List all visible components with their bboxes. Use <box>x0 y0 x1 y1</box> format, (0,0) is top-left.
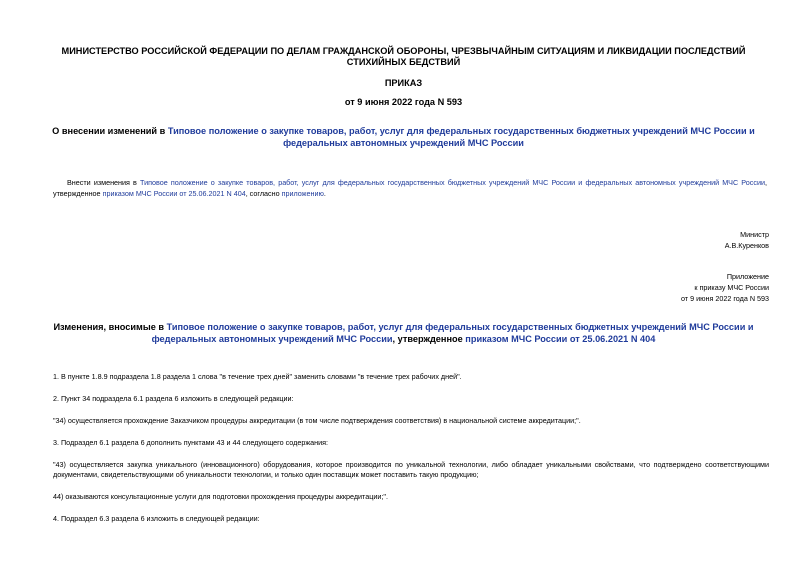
body-text-2: , утвержденное <box>53 178 767 198</box>
order-body-paragraph <box>53 177 767 199</box>
appendix-line-1: Приложение <box>726 272 769 281</box>
changes-list <box>53 372 769 536</box>
change-item-1: 1. В пункте 1.8.9 подраздела 1.8 раздела 1 слова "в течение трех дней" заменить словами "в течение трех рабочих дней". <box>53 372 462 381</box>
changes-title <box>40 321 767 345</box>
order-date: от 9 июня 2022 года N 593 <box>344 97 463 107</box>
appendix-block <box>681 271 769 304</box>
change-item-7: 4. Подраздел 6.3 раздела 6 изложить в следующей редакции: <box>53 514 260 523</box>
ministry-name: МИНИСТЕРСТВО РОССИЙСКОЙ ФЕДЕРАЦИИ ПО ДЕЛАМ ГРАЖДАНСКОЙ ОБОРОНЫ, ЧРЕЗВЫЧАЙНЫМ СИТУАЦИЯМ И ЛИКВИДАЦИИ ПОСЛЕДСТВИЙ СТИХИЙНЫХ БЕДСТВИЙ <box>61 46 746 67</box>
change-item-2: 2. Пункт 34 подраздела 6.1 раздела 6 изложить в следующей редакции: <box>53 394 294 403</box>
signature-block <box>725 229 769 251</box>
changes-title-prefix: Изменения, вносимые в <box>53 322 167 332</box>
body-link-appendix[interactable]: приложению <box>281 189 324 198</box>
changes-title-link-order[interactable]: приказом МЧС России от 25.06.2021 N 404 <box>465 334 656 344</box>
changes-title-link-regulation[interactable]: Типовое положение о закупке товаров, работ, услуг для федеральных государственных бюджетных учреждений МЧС России и федеральных автономных учреждений МЧС России <box>151 322 754 344</box>
body-link-regulation[interactable]: Типовое положение о закупке товаров, работ, услуг для федеральных государственных бюджетных учреждений МЧС России и федеральных автономных учреждений МЧС России <box>140 178 765 187</box>
signer-name: А.В.Куренков <box>724 241 769 250</box>
title-prefix: О внесении изменений в <box>52 126 168 136</box>
change-item-4: 3. Подраздел 6.1 раздела 6 дополнить пунктами 43 и 44 следующего содержания: <box>53 438 329 447</box>
title-link[interactable]: Типовое положение о закупке товаров, работ, услуг для федеральных государственных бюджетных учреждений МЧС России и федеральных автономных учреждений МЧС России <box>167 126 755 148</box>
signer-position: Министр <box>740 230 769 239</box>
change-item-6: 44) оказываются консультационные услуги для подготовки прохождения процедуры аккредитации;". <box>53 492 388 501</box>
change-item-5: "43) осуществляется закупка уникального (инновационного) оборудования, которое производится по уникальной технологии, либо обладает уникальными свойствами, что подтверждено соответствующими документами, свидетельствующими об уникальности технологии, и только один поставщик может поставить такую продукцию; <box>53 460 769 479</box>
document-title <box>40 125 767 149</box>
appendix-line-2: к приказу МЧС России <box>694 283 769 292</box>
order-heading: ПРИКАЗ <box>384 78 423 88</box>
body-text-1: Внести изменения в <box>67 178 141 187</box>
body-link-order-404[interactable]: приказом МЧС России от 25.06.2021 N 404 <box>102 189 246 198</box>
body-text-4: . <box>323 189 326 198</box>
change-item-3: "34) осуществляется прохождение Заказчиком процедуры аккредитации (в том числе подтверждения соответствия) в национальной системе аккредитации;". <box>53 416 581 425</box>
body-text-3: , согласно <box>245 189 282 198</box>
appendix-line-3: от 9 июня 2022 года N 593 <box>680 294 769 303</box>
changes-title-mid: , утвержденное <box>392 334 466 344</box>
